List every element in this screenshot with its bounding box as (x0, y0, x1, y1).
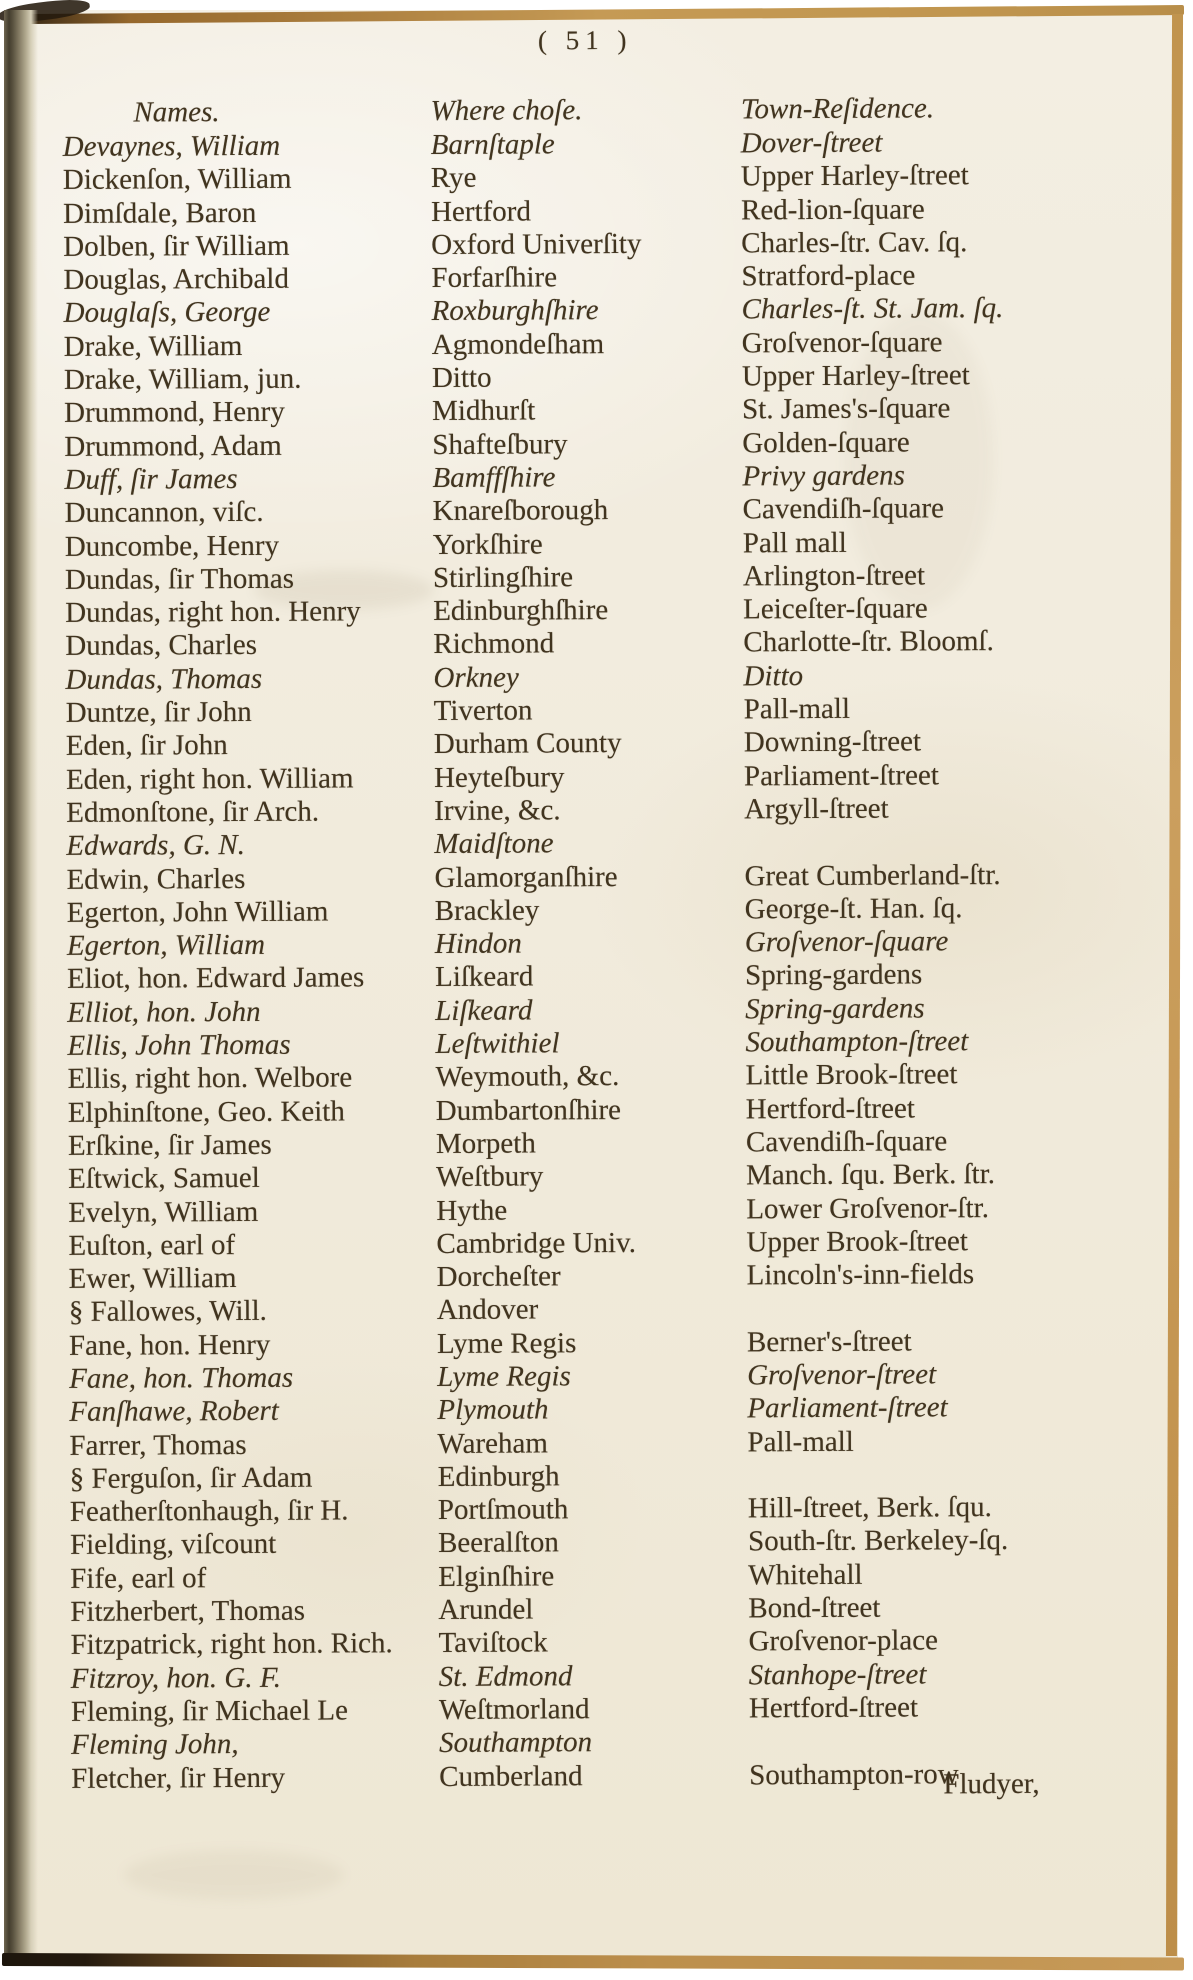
member-residence: Spring-gardens (745, 992, 925, 1026)
member-name: Devaynes, William (62, 129, 281, 163)
member-name: Featherſtonhaugh, ſir H. (69, 1494, 349, 1529)
column-headers (62, 91, 1174, 130)
member-name: Ellis, right hon. Welbore (67, 1061, 353, 1096)
member-residence: Cavendiſh-ſquare (742, 492, 945, 526)
member-name: Edwin, Charles (66, 862, 246, 896)
member-name: Eden, right hon. William (65, 762, 354, 796)
member-constituency: Weymouth, &c. (435, 1060, 620, 1094)
member-constituency: Richmond (433, 627, 555, 661)
column-header-names: Names. (133, 96, 220, 129)
member-constituency: Elginſhire (438, 1560, 555, 1593)
member-residence: Privy gardens (742, 459, 905, 493)
member-name: Drummond, Adam (64, 429, 282, 463)
member-constituency: Roxburghſhire (431, 294, 599, 328)
column-header-town-residence: Town-Reſidence. (740, 92, 935, 126)
member-name: Fanſhawe, Robert (69, 1395, 279, 1429)
member-constituency: Liſkeard (435, 994, 533, 1027)
member-residence: Bond-ſtreet (748, 1591, 881, 1625)
member-residence: Southampton-ſtreet (745, 1025, 969, 1059)
member-name: Dimſdale, Baron (62, 196, 257, 230)
member-constituency: Liſkeard (434, 960, 534, 994)
member-constituency: Hythe (436, 1194, 508, 1227)
member-name: Egerton, William (66, 928, 266, 963)
member-constituency: Hindon (434, 927, 522, 961)
member-constituency: Wareham (437, 1426, 548, 1460)
member-constituency: Beeralſton (437, 1526, 559, 1560)
member-residence: Groſvenor-ſtreet (747, 1358, 937, 1392)
member-name: Dundas, Charles (65, 629, 258, 663)
member-constituency: Yorkſhire (432, 527, 543, 561)
member-constituency: Dumbartonſhire (435, 1093, 622, 1127)
member-name: Fitzpatrick, right hon. Rich. (70, 1627, 393, 1662)
member-residence: Golden-ſquare (742, 426, 910, 460)
member-residence: Groſvenor-ſquare (741, 326, 943, 360)
member-constituency: Glamorganſhire (434, 860, 618, 894)
member-residence: Hertford-ſtreet (748, 1691, 919, 1725)
member-residence: Argyll-ſtreet (744, 792, 889, 826)
member-name: Euſton, earl of (68, 1228, 236, 1262)
member-name: Dundas, ſir Thomas (64, 562, 295, 596)
member-constituency: Taviſtock (438, 1626, 548, 1660)
member-name: Fitzroy, hon. G. F. (70, 1661, 282, 1695)
member-residence: Whitehall (748, 1558, 863, 1592)
member-name: Fielding, viſcount (69, 1528, 277, 1562)
member-residence: Stratford-place (741, 259, 916, 293)
member-name: Douglas, Archibald (63, 262, 290, 297)
member-name: Douglaſs, George (63, 296, 271, 330)
member-constituency: Weſtmorland (438, 1693, 590, 1726)
member-name: § Ferguſon, ſir Adam (69, 1461, 313, 1495)
member-name: Fletcher, ſir Henry (71, 1761, 286, 1795)
member-constituency: Cumberland (439, 1759, 583, 1793)
member-name: Drake, William (63, 329, 243, 363)
member-residence (744, 849, 1178, 851)
member-constituency: Plymouth (437, 1393, 549, 1427)
member-residence: Arlington-ſtreet (742, 559, 926, 593)
member-name: Eliot, hon. Edward James (66, 961, 365, 996)
member-residence: South-ſtr. Berkeley-ſq. (747, 1524, 1009, 1558)
member-row (66, 791, 1178, 830)
member-name: Evelyn, William (68, 1195, 259, 1229)
member-name: Fleming, ſir Michael Le (70, 1694, 349, 1728)
page-paper (4, 10, 1178, 1962)
member-residence: Parliament-ſtreet (743, 758, 939, 792)
member-constituency: Oxford Univerſity (431, 227, 642, 261)
member-constituency: Southampton (438, 1726, 593, 1760)
member-name: Fane, hon. Thomas (69, 1361, 294, 1395)
member-residence: Little Brook-ſtreet (745, 1058, 958, 1092)
member-constituency: Tiverton (433, 694, 533, 728)
member-name: Elliot, hon. John (67, 995, 261, 1029)
member-constituency: Rye (430, 162, 477, 195)
member-residence: Southampton-row (749, 1757, 959, 1791)
member-constituency: Cambridge Univ. (436, 1226, 637, 1260)
member-residence: Berner's-ſtreet (746, 1325, 912, 1359)
member-residence: Parliament-ſtreet (747, 1391, 948, 1425)
member-constituency: Edinburgh (437, 1460, 560, 1493)
member-residence: Groſvenor-ſquare (744, 925, 949, 959)
member-residence: Upper Brook-ſtreet (746, 1224, 968, 1259)
member-constituency: Arundel (438, 1593, 534, 1627)
member-name: Duff, ſir James (64, 462, 238, 496)
member-name: Farrer, Thomas (69, 1428, 247, 1462)
member-residence: Ditto (743, 659, 804, 693)
member-constituency: Ditto (431, 361, 492, 395)
member-name: Fife, earl of (70, 1561, 207, 1595)
member-name: Eden, ſir John (65, 729, 228, 763)
member-name: Dundas, Thomas (65, 662, 263, 696)
member-residence: Dover-ſtreet (740, 126, 883, 160)
member-row (71, 1690, 1183, 1729)
member-constituency: Bamffſhire (432, 461, 556, 494)
member-constituency: Edinburghſhire (433, 594, 609, 628)
member-constituency: Brackley (434, 894, 540, 927)
member-residence: Great Cumberland-ſtr. (744, 858, 1001, 892)
member-residence (748, 1482, 1182, 1484)
member-constituency: Knareſborough (432, 494, 609, 528)
member-name: Fleming John, (70, 1728, 239, 1762)
member-name: § Fallowes, Will. (68, 1295, 267, 1329)
member-constituency: Portſmouth (437, 1493, 569, 1527)
member-constituency: Leſtwithiel (435, 1027, 560, 1060)
member-constituency: Weſtbury (436, 1160, 544, 1194)
member-constituency: Heyteſbury (433, 760, 565, 794)
member-name: Dickenſon, William (62, 163, 292, 197)
member-name: Duncombe, Henry (64, 529, 280, 563)
column-header-where-chose: Where choſe. (430, 94, 583, 127)
member-residence: Lower Groſvenor-ſtr. (746, 1191, 989, 1225)
member-name: Drummond, Henry (64, 396, 285, 430)
member-residence: Hill-ſtreet, Berk. ſqu. (747, 1491, 992, 1525)
member-residence: Pall-mall (743, 692, 851, 726)
member-constituency: Hertford (430, 195, 531, 228)
member-residence: Cavendiſh-ſquare (745, 1125, 948, 1159)
member-constituency: Lyme Regis (436, 1326, 577, 1360)
member-residence: Lincoln's-inn-fields (746, 1258, 975, 1292)
member-residence: Groſvenor-place (748, 1624, 939, 1658)
member-name: Edwards, G. N. (66, 829, 246, 863)
member-residence: Stanhope-ſtreet (748, 1658, 927, 1691)
member-rows (63, 125, 1184, 1796)
member-name: Erſkine, ſir James (67, 1128, 272, 1162)
member-name: Duncannon, viſc. (64, 496, 264, 530)
member-residence: Manch. ſqu. Berk. ſtr. (746, 1158, 996, 1192)
member-row (69, 1257, 1181, 1296)
member-residence: Upper Harley-ſtreet (740, 159, 969, 193)
member-constituency: Andover (436, 1293, 539, 1327)
member-constituency: Agmondeſham (431, 327, 605, 361)
member-name: Egerton, John William (66, 895, 329, 929)
member-residence: George-ſt. Han. ſq. (744, 892, 963, 926)
member-name: Dundas, right hon. Henry (65, 595, 361, 630)
member-residence: Charles-ſt. St. Jam. ſq. (741, 292, 1004, 326)
member-constituency: Dorcheſter (436, 1260, 561, 1294)
member-constituency: Forfarſhire (431, 261, 558, 295)
member-constituency: Midhurſt (432, 394, 536, 428)
member-constituency: Barnſtaple (430, 128, 555, 161)
member-residence (747, 1315, 1181, 1317)
member-residence: Upper Harley-ſtreet (741, 359, 970, 393)
catchword: Fludyer, (943, 1767, 1040, 1801)
member-name: Fitzherbert, Thomas (70, 1594, 306, 1628)
member-constituency: Irvine, &c. (434, 794, 561, 827)
member-residence: Pall mall (742, 526, 847, 559)
member-name: Duntze, ſir John (65, 695, 252, 729)
member-residence: Red-lion-ſquare (740, 192, 925, 226)
member-name: Elphinſtone, Geo. Keith (67, 1095, 345, 1129)
page-content (62, 7, 1184, 1965)
member-name: Eſtwick, Samuel (68, 1162, 260, 1196)
member-residence: St. James's-ſquare (742, 392, 951, 426)
member-name: Ewer, William (68, 1262, 237, 1295)
member-residence: Pall-mall (747, 1425, 854, 1458)
member-name: Dolben, ſir William (63, 229, 290, 263)
member-name: Ellis, John Thomas (67, 1028, 291, 1062)
member-residence: Downing-ſtreet (743, 725, 922, 759)
book-gutter-shadow (4, 10, 38, 1962)
member-residence (749, 1748, 1183, 1750)
member-constituency: Morpeth (435, 1127, 536, 1160)
member-constituency: Shafteſbury (432, 427, 568, 461)
page-number: ( 51 ) (537, 24, 633, 56)
member-residence: Charles-ſtr. Cav. ſq. (741, 226, 968, 260)
member-row (69, 1424, 1181, 1463)
member-constituency: Stirlingſhire (432, 561, 574, 594)
member-name: Edmonſtone, ſir Arch. (66, 795, 320, 829)
member-constituency: Lyme Regis (437, 1360, 571, 1393)
member-constituency: St. Edmond (438, 1659, 573, 1693)
member-constituency: Orkney (433, 661, 519, 694)
member-name: Fane, hon. Henry (68, 1328, 271, 1362)
member-residence: Spring-gardens (744, 958, 923, 992)
member-residence: Charlotte-ſtr. Bloomſ. (743, 625, 994, 659)
member-name: Drake, William, jun. (63, 362, 302, 396)
member-residence: Hertford-ſtreet (745, 1092, 915, 1125)
member-constituency: Durham County (433, 727, 622, 761)
member-residence: Leiceſter-ſquare (743, 592, 928, 626)
member-constituency: Maidſtone (434, 827, 554, 861)
